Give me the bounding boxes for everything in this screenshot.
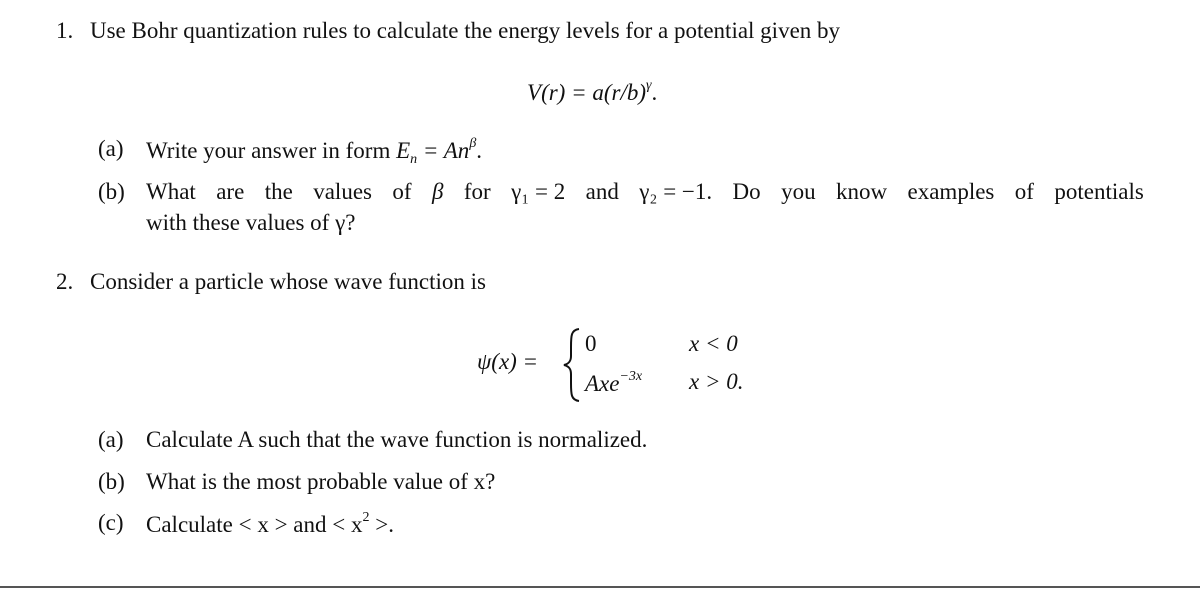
- word: potentials: [1054, 179, 1144, 204]
- math-An: = An: [417, 138, 470, 163]
- problem-2a-label: (a): [98, 427, 124, 452]
- word: What: [146, 179, 196, 204]
- word: values: [313, 179, 372, 204]
- word: Do: [732, 179, 761, 204]
- problem-2-intro: Consider a particle whose wave function is: [90, 269, 486, 294]
- problem-1a-label: (a): [98, 136, 124, 161]
- bottom-divider: [0, 586, 1200, 588]
- problem-1a-period: .: [476, 138, 483, 163]
- problem-1a-text: [146, 136, 482, 168]
- equation-period: .: [651, 80, 658, 105]
- problem-2c-sup: 2: [362, 510, 370, 525]
- word: of: [392, 179, 412, 204]
- word: examples: [907, 179, 995, 204]
- problem-2a-text: Calculate A such that the wave function is normalized.: [146, 427, 648, 452]
- case-2-condition: x > 0.: [689, 369, 744, 394]
- math-beta-exponent: β: [469, 136, 477, 151]
- word: of: [1014, 179, 1034, 204]
- problem-1-equation: [527, 78, 657, 106]
- math-n-subscript: n: [410, 152, 418, 167]
- case-1-condition: x < 0: [689, 331, 738, 356]
- case-1-value: 0: [585, 331, 597, 356]
- problem-2c-post: >.: [369, 512, 394, 537]
- case-2-base: Axe: [585, 371, 620, 396]
- case-2-exponent: −3x: [619, 369, 643, 384]
- word: and: [585, 179, 619, 204]
- problem-1b-line1: [146, 179, 1144, 205]
- problem-2b-text: What is the most probable value of x?: [146, 469, 496, 494]
- word: for: [463, 179, 491, 204]
- problem-1-number: 1.: [56, 18, 74, 43]
- problem-1b-label: (b): [98, 179, 125, 204]
- word: are: [216, 179, 245, 204]
- wavefunction-lhs: ψ(x) =: [477, 349, 539, 374]
- equation-lhs: V: [527, 80, 542, 105]
- problem-2c-pre: Calculate < x > and < x: [146, 512, 363, 537]
- math-gamma1: γ₁ = 2: [511, 179, 566, 204]
- case-2-value: [585, 369, 642, 397]
- left-brace-icon: [562, 327, 582, 403]
- problem-2-number: 2.: [56, 269, 74, 294]
- problem-2c-label: (c): [98, 510, 124, 535]
- problem-1-intro: Use Bohr quantization rules to calculate the energy levels for a potential given by: [90, 18, 841, 43]
- problem-2c-text: [146, 510, 394, 538]
- math-beta: β: [431, 179, 444, 204]
- problem-2b-label: (b): [98, 469, 125, 494]
- problem-1b-line2: with these values of γ?: [146, 210, 356, 235]
- equation-body: (r) = a(r/b): [541, 80, 647, 105]
- word: the: [264, 179, 293, 204]
- word: know: [835, 179, 888, 204]
- equation-exponent: γ: [646, 78, 652, 93]
- math-gamma2: γ₂ = −1.: [639, 179, 713, 204]
- word: you: [781, 179, 816, 204]
- problem-1a-prefix: Write your answer in form: [146, 138, 397, 163]
- math-E: E: [396, 138, 411, 163]
